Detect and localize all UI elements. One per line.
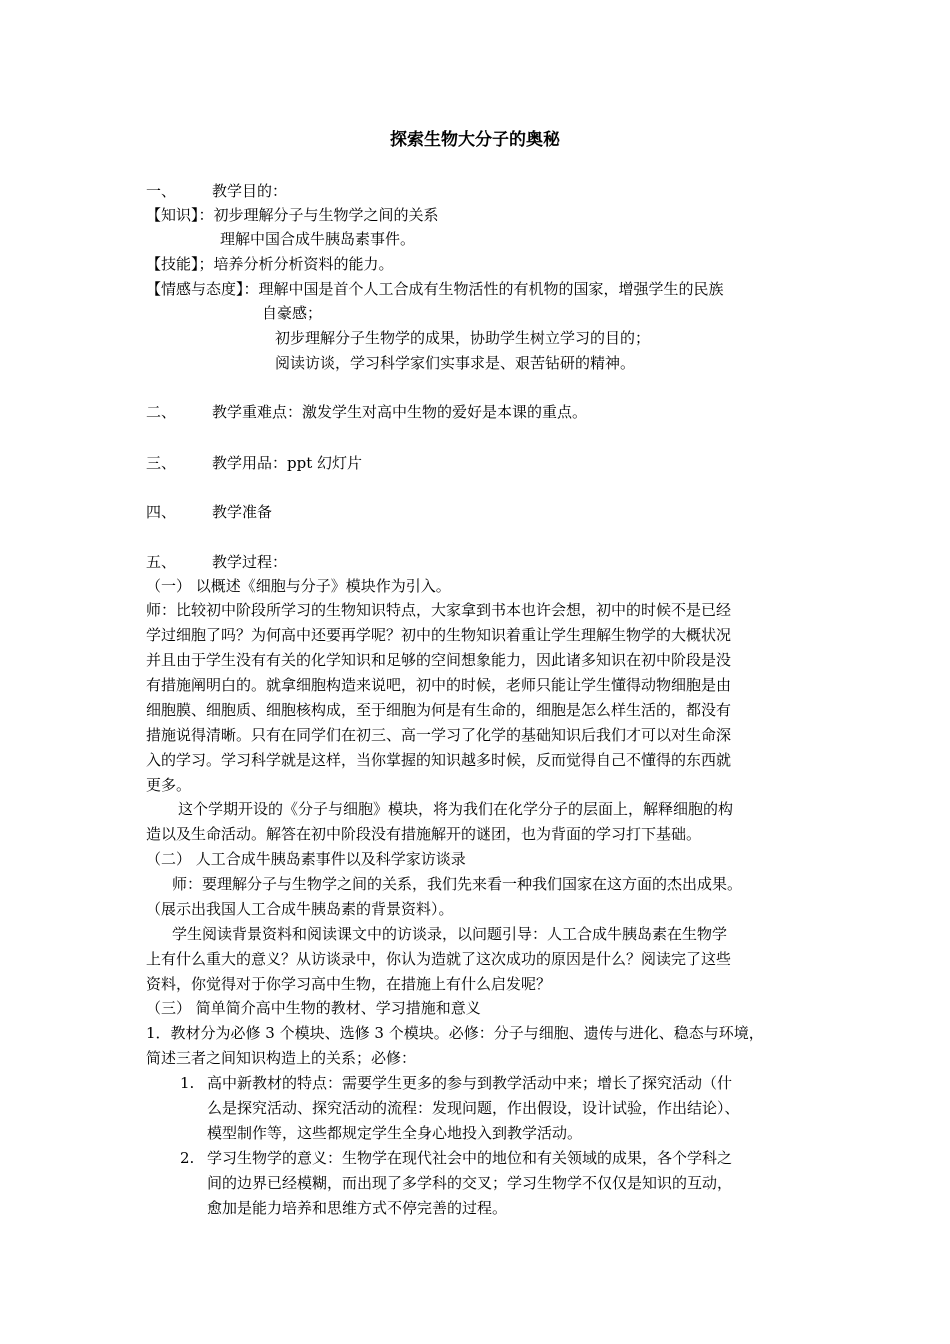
section-1-heading: 教学目的： bbox=[212, 182, 288, 200]
paragraph-1-line: 入的学习。学习科学就是这样，当你掌握的知识越多时候，反而觉得自己不懂得的东西就 bbox=[146, 751, 732, 769]
list-item-line: 间的边界已经模糊，而出现了多学科的交叉；学习生物学不仅仅是知识的互动， bbox=[207, 1174, 733, 1192]
paragraph-1-line: 有措施阐明白的。就拿细胞构造来说吧，初中的时候，老师只能让学生懂得动物细胞是由 bbox=[146, 676, 732, 694]
subsection-2-title: （二） 人工合成牛胰岛素事件以及科学家访谈录 bbox=[146, 850, 466, 868]
paragraph-4-line: 资料，你觉得对于你学习高中生物，在措施上有什么启发呢？ bbox=[146, 975, 552, 993]
document-title: 探索生物大分子的奥秘 bbox=[390, 130, 560, 150]
list-item-line: 学习生物学的意义：生物学在现代社会中的地位和有关领域的成果，各个学科之 bbox=[207, 1149, 733, 1167]
attitude-line-2: 自豪感； bbox=[262, 304, 323, 322]
attitude-line-4: 阅读访谈，学习科学家们实事求是、艰苦钻研的精神。 bbox=[275, 354, 636, 372]
paragraph-1-line: 措施说得清晰。只有在同学们在初三、高一学习了化学的基础知识后我们才可以对生命深 bbox=[146, 726, 732, 744]
knowledge-line-2: 理解中国合成牛胰岛素事件。 bbox=[220, 230, 416, 248]
section-4-text: 教学准备 bbox=[212, 503, 273, 521]
paragraph-3-line: （展示出我国人工合成牛胰岛素的背景资料）。 bbox=[146, 900, 454, 918]
skill-line: 【技能】；培养分析分析资料的能力。 bbox=[146, 255, 394, 273]
section-1-number: 一、 bbox=[146, 182, 177, 200]
section-3-text: 教学用品：ppt 幻灯片 bbox=[212, 454, 363, 472]
paragraph-5-line: 1．教材分为必修 3 个模块、选修 3 个模块。必修：分子与细胞、遗传与进化、稳态与环境， bbox=[146, 1024, 764, 1042]
subsection-3-title: （三） 简单简介高中生物的教材、学习措施和意义 bbox=[146, 999, 481, 1017]
list-item-line: 高中新教材的特点：需要学生更多的参与到教学活动中来；增长了探究活动（什 bbox=[207, 1074, 733, 1092]
paragraph-5-line: 简述三者之间知识构造上的关系；必修： bbox=[146, 1049, 417, 1067]
knowledge-line-1: 【知识】：初步理解分子与生物学之间的关系 bbox=[146, 206, 439, 224]
attitude-line-3: 初步理解分子生物学的成果，协助学生树立学习的目的； bbox=[275, 329, 651, 347]
paragraph-1-line: 细胞膜、细胞质、细胞核构成，至于细胞为何是有生命的，细胞是怎么样生活的，都没有 bbox=[146, 701, 732, 719]
section-2-text: 教学重难点：激发学生对高中生物的爱好是本课的重点。 bbox=[212, 403, 588, 421]
paragraph-1-line: 并且由于学生没有有关的化学知识和足够的空间想象能力，因此诸多知识在初中阶段是没 bbox=[146, 651, 732, 669]
section-3-number: 三、 bbox=[146, 454, 177, 472]
list-item-number: 1. bbox=[180, 1074, 195, 1092]
paragraph-1-line: 师：比较初中阶段所学习的生物知识特点，大家拿到书本也许会想，初中的时候不是已经 bbox=[146, 601, 732, 619]
paragraph-1-line: 学过细胞了吗？为何高中还要再学呢？初中的生物知识着重让学生理解生物学的大概状况 bbox=[146, 626, 732, 644]
section-2-number: 二、 bbox=[146, 403, 177, 421]
list-item-number: 2. bbox=[180, 1149, 195, 1167]
section-4-number: 四、 bbox=[146, 503, 177, 521]
paragraph-3-line: 师：要理解分子与生物学之间的关系，我们先来看一种我们国家在这方面的杰出成果。 bbox=[172, 875, 743, 893]
subsection-1-title: （一） 以概述《细胞与分子》模块作为引入。 bbox=[146, 577, 451, 595]
paragraph-1-line: 更多。 bbox=[146, 776, 192, 794]
paragraph-2-line: 这个学期开设的《分子与细胞》模块，将为我们在化学分子的层面上，解释细胞的构 bbox=[178, 800, 734, 818]
attitude-line-1: 【情感与态度】：理解中国是首个人工合成有生物活性的有机物的国家，增强学生的民族 bbox=[146, 280, 724, 298]
list-item-line: 么是探究活动、探究活动的流程：发现问题，作出假设，设计试验，作出结论）、 bbox=[207, 1099, 740, 1117]
list-item-line: 模型制作等，这些都规定学生全身心地投入到教学活动。 bbox=[207, 1124, 583, 1142]
paragraph-4-line: 上有什么重大的意义？从访谈录中，你认为造就了这次成功的原因是什么？阅读完了这些 bbox=[146, 950, 732, 968]
paragraph-2-line: 造以及生命活动。解答在初中阶段没有措施解开的谜团，也为背面的学习打下基础。 bbox=[146, 825, 702, 843]
section-5-number: 五、 bbox=[146, 553, 177, 571]
list-item-line: 愈加是能力培养和思维方式不停完善的过程。 bbox=[207, 1199, 508, 1217]
section-5-heading: 教学过程： bbox=[212, 553, 288, 571]
paragraph-4-line: 学生阅读背景资料和阅读课文中的访谈录，以问题引导：人工合成牛胰岛素在生物学 bbox=[172, 925, 728, 943]
